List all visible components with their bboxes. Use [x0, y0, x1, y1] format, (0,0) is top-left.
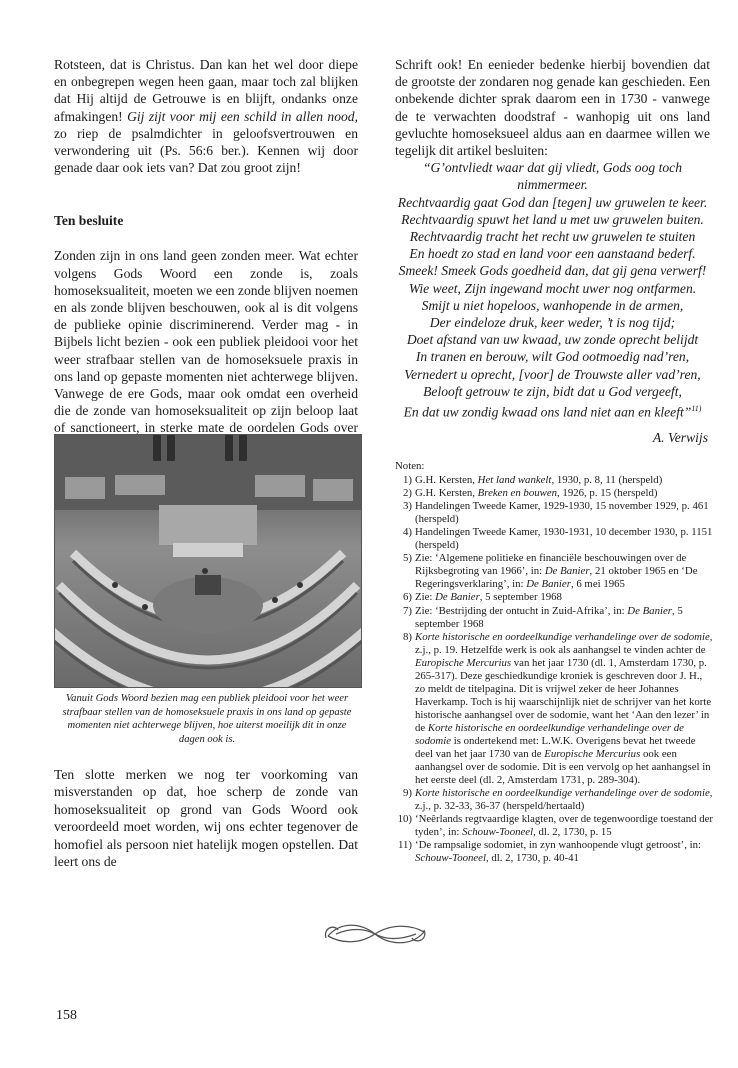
poem-line: Rechtvaardig gaat God dan [tegen] uw gruwelen te keer. [397, 194, 708, 210]
notes-list [395, 474, 713, 865]
left-tail-paragraph: Ten slotte merken we nog ter voorkoming van misverstanden op dat, hoe scherp de zonde van homoseksualiteit op grond van Gods Woord ook veroordeeld moet worden, wij ons echter tegenover de homofiel als persoon niet hatelijk mogen opstellen. Dat leert ons de [54, 767, 358, 870]
poem-line: Wie weet, Zijn ingewand mocht uwer nog ontfarmen. [408, 280, 697, 296]
note-number: 7) [403, 604, 412, 617]
author-signature: A. Verwijs [652, 429, 708, 445]
poem-line: Rechtvaardig tracht het recht uw gruwelen te stuiten [409, 229, 696, 245]
note-text: G.H. Kersten, [415, 487, 478, 500]
photo-caption: Vanuit Gods Woord bezien mag een publiek pleidooi voor het weer strafbaar stellen van de homoseksuele praxis in ons land op gepaste momenten niet achterwege blijven, hoe uiterst moeilijk dit in onze dagen ook is. [62, 693, 352, 745]
note-text: , 1926, p. 15 (herspeld) [557, 487, 658, 500]
page-number: 158 [56, 1008, 77, 1023]
note-number: 6) [403, 591, 412, 604]
note-text: Het land wankelt [477, 474, 552, 487]
note-text: , 1930, p. 8, 11 (herspeld) [551, 474, 663, 487]
note-text: , dl. 2, 1730, p. 40-41 [485, 852, 579, 865]
poem [395, 159, 710, 421]
poem-line: Rechtvaardig spuwt het land u met uw gruwelen buiten. [401, 211, 704, 227]
note-number: 2) [403, 487, 412, 500]
note-text: De Banier [526, 578, 571, 591]
note-number: 1) [403, 474, 412, 487]
note-number: 4) [403, 526, 412, 539]
poem-line: En hoedt zo stad en land voor een aanstaand bederf. [409, 246, 696, 262]
poem-line: In tranen en berouw, wilt God ootmoedig nad’ren, [415, 349, 690, 365]
right-intro-paragraph: Schrift ook! En eenieder bedenke hierbij bovendien dat de grootste der zondaren nog genade kan geschieden. Een onbekende dichter sprak daarom een in 1730 - vanwege de te verwachten doodstraf - wanhopig uit ons land gevluchte homoseksueel aldus aan en daarmee willen we tegelijk dit artikel besluiten: [395, 57, 710, 159]
poem-line: Vernedert u oprecht, [voor] de Trouwste aller vad’ren, [404, 366, 701, 382]
note-item [395, 787, 713, 813]
note-text: ‘De rampsalige sodomiet, in zyn wanhoopende vlugt getroost’, in: [415, 839, 702, 852]
notes-heading: Noten: [395, 460, 425, 472]
note-text: , z.j., p. 32-33, 36-37 (herspeld/hertaald) [415, 787, 713, 813]
poem-line: nimmermeer. [517, 177, 588, 193]
poem-line: Doet afstand van uw kwaad, uw zonde oprecht belijdt [406, 332, 699, 348]
poem-line: En dat uw zondig kwaad ons land niet aan en kleeft”$^{11)}$ [403, 404, 702, 420]
note-item [395, 631, 713, 788]
note-text: De Banier [544, 565, 590, 578]
note-text: , 6 mei 1965 [570, 578, 625, 591]
note-text: Handelingen Tweede Kamer, 1930-1931, 10 december 1930, p. 1151 (herspeld) [415, 526, 713, 552]
note-text: Breken en bouwen [477, 487, 558, 500]
poem-line: Smijt u niet hopeloos, wanhopende in de armen, [421, 297, 684, 313]
note-number: 3) [403, 500, 412, 513]
right-column [395, 56, 710, 446]
note-text: Korte historische en oordeelkundige verhandelinge over de sodomie [415, 630, 710, 643]
note-text: Schouw-Tooneel [415, 852, 486, 865]
note-text: , dl. 2, 1730, p. 15 [533, 826, 612, 839]
note-text: ‘Neêrlands regtvaardige klagten, over de tegenwoordige toestand der tyden’, in: [415, 813, 713, 839]
note-number: 9) [403, 787, 412, 800]
poem-line: Smeek! Smeek Gods goedheid dan, dat gij gena verwerf! [398, 263, 707, 279]
note-item [395, 526, 713, 552]
section-paragraph: Zonden zijn in ons land geen zonden meer. Wat echter volgens Gods Woord een zonde is, zoals homoseksualiteit, moeten we een zonde blijven noemen en als zonde blijven beschouwen, ook al is dit volgens de publieke opinie discriminerend. Verder mag - in Bijbels licht bezien - ook een publiek pleidooi voor het weer strafbaar stellen van de homoseksuele praxis in ons land op gepaste momenten niet achterwege blijven. Vanwege de ere Gods, maar ook omdat een overheid die de zonde van homoseksualiteit op zijn beloop laat of sanctioneert, in sterke mate de oordelen Gods over [54, 248, 358, 436]
note-text: is ondertekend met: L.W.K. Overigens bevat het tweede deel van het jaar 1730 van de [415, 734, 696, 761]
note-text: De Banier [435, 591, 480, 604]
left-intro-paragraph: Rotsteen, dat is Christus. Dan kan het wel door diepe en onbegrepen wegen heen gaan, maar toch zal blijken dat Hij altijd de Getrouwe is en blijft, ondanks onze afmakingen! Gij zijt voor mij een schild in allen nood, zo riep de psalmdichter in geloofsvertrouwen en verwondering uit (Ps. 56:6 ber.). Kennen wij door genade daar ook iets van? Dat zou groot zijn! [54, 57, 358, 176]
left-column [54, 56, 358, 454]
note-text: G.H. Kersten, [415, 474, 478, 487]
note-item [395, 487, 713, 500]
note-text: Zie: ‘Bestrijding der ontucht in Zuid-Afrika’, in: [415, 604, 628, 617]
note-text: , 5 september 1968 [415, 604, 683, 630]
note-text: van het jaar 1730 (dl. 1, Amsterdam 1730, p. 265-317). Deze geschiedkundige kroniek is geschreven door J. H., zo meldt de titelpagina. Dit is vrijwel zeker de heer Johannes Haverkamp. Toch is hij waarschijnlijk niet de schrijver van het korte historische aanhangsel over de sodomie, want het ‘Aan den lezer’ in de [415, 656, 712, 734]
note-text: Handelingen Tweede Kamer, 1929-1930, 15 november 1929, p. 461 (herspeld) [415, 500, 709, 526]
note-item [395, 552, 713, 591]
note-number: 8) [403, 630, 412, 643]
swirl-ornament-icon [320, 914, 430, 954]
note-item [395, 500, 713, 526]
note-text: , 21 oktober 1965 en ‘De Regeringsverklaring’, in: [415, 565, 698, 591]
note-item [395, 591, 713, 604]
note-text: De Banier [627, 604, 672, 617]
poem-line: “G’ontvliedt waar dat gij vliedt, Gods oog toch [422, 160, 683, 176]
footnotes [395, 460, 713, 865]
note-item [395, 474, 713, 487]
note-item [395, 605, 713, 631]
note-text: Zie: ‘Algemene politieke en financiële beschouwingen over de Rijksbegroting van 1966’, in: [415, 552, 687, 578]
parliament-photo [54, 434, 362, 688]
footnote-ref: 11) [691, 404, 702, 414]
note-text: Europische Mercurius [544, 748, 641, 761]
note-text: Korte historische en oordeelkundige verhandelinge over de sodomie [415, 787, 710, 800]
note-number: 5) [403, 552, 412, 565]
note-text: , 5 september 1968 [479, 591, 562, 604]
note-number: 11) [398, 839, 412, 852]
note-text: Schouw-Tooneel [462, 826, 534, 839]
note-text: Europische Mercurius [415, 656, 512, 669]
note-text: , z.j., p. 19. Hetzelfde werk is ook als aanhangsel te vinden achter de [415, 630, 713, 656]
poem-line: Belooft getrouw te zijn, bidt dat u God vergeeft, [423, 383, 682, 399]
note-number: 10) [397, 813, 412, 826]
psalm-quote: Gij zijt voor mij een schild in allen nood, [127, 108, 358, 124]
note-item [395, 813, 713, 839]
note-text: Korte historische en oordeelkundige verhandelinge over de sodomie [415, 721, 684, 747]
note-item [395, 839, 713, 865]
note-text: ook een aanhangsel over de sodomie. Dit is een vervolg op het aanhangsel in het eerste deel (dl. 2, Amsterdam 1731, p. 289-304). [415, 748, 711, 787]
poem-line: Der eindeloze druk, keer weder, ’t is nog tijd; [429, 315, 676, 331]
note-text: Zie: [415, 591, 436, 604]
section-heading: Ten besluite [54, 213, 124, 229]
